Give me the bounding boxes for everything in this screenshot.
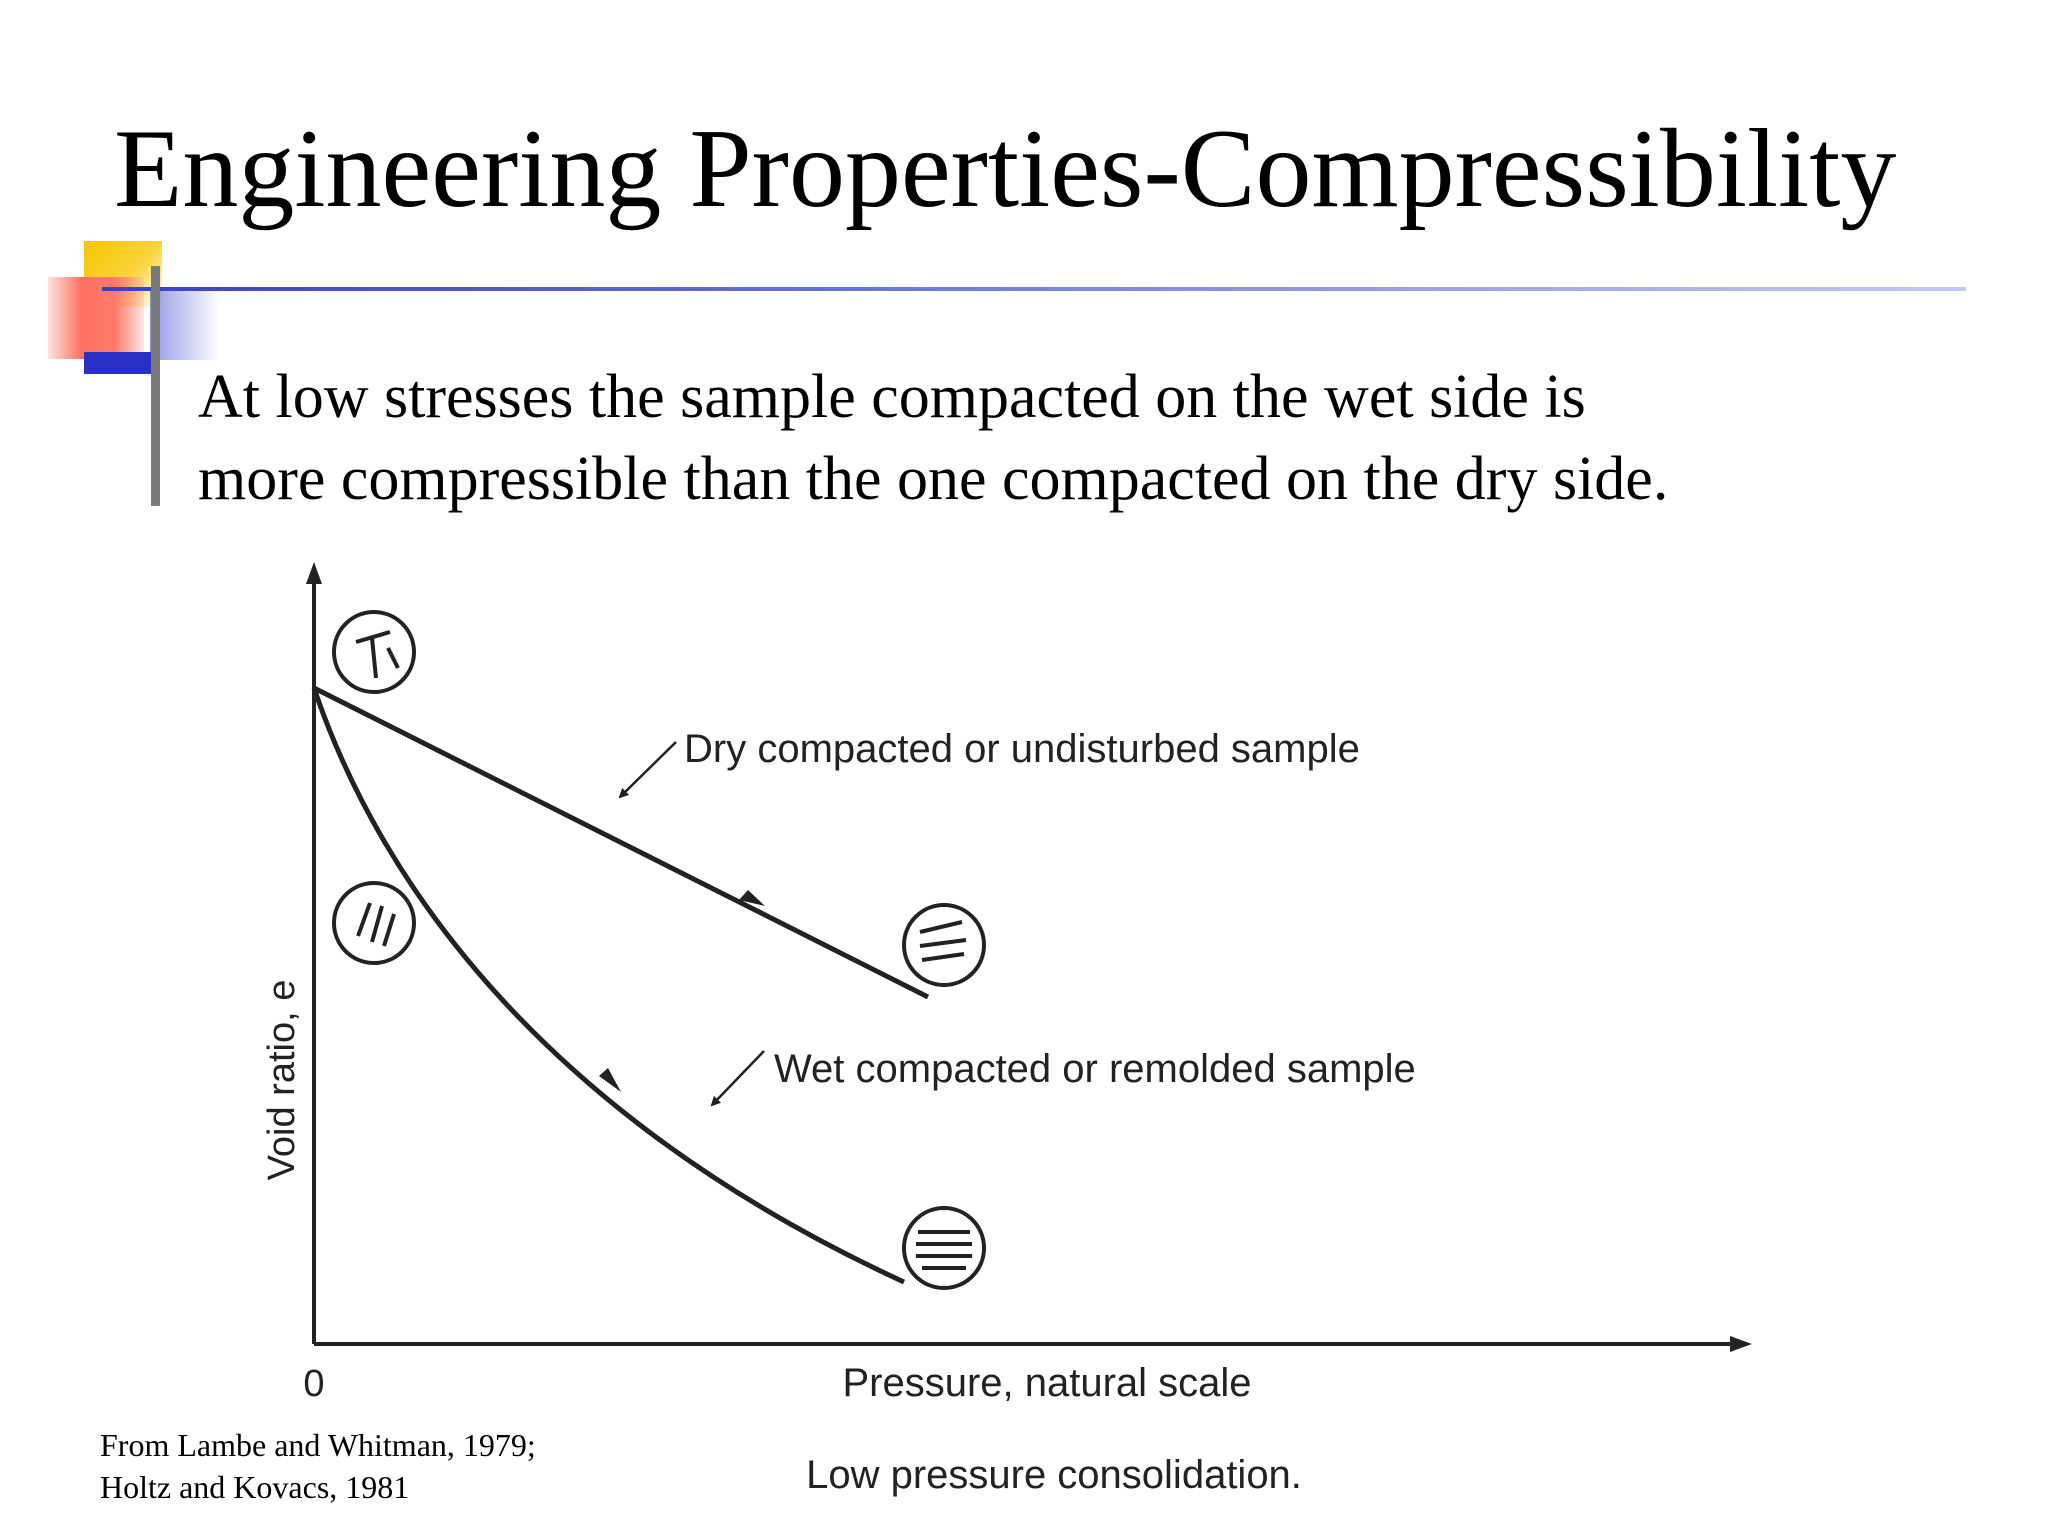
body-line-1: At low stresses the sample compacted on the wet side is bbox=[198, 363, 1586, 431]
decor-vertical-bar bbox=[151, 266, 160, 506]
body-line-2: more compressible than the one compacted on the dry side. bbox=[198, 445, 1669, 513]
dispersed-structure-icon bbox=[334, 883, 414, 963]
wet-curve-label: Wet compacted or remolded sample bbox=[774, 1047, 1416, 1091]
source-citation bbox=[100, 1424, 536, 1508]
decor-blue-glow bbox=[150, 290, 220, 360]
origin-label: 0 bbox=[303, 1363, 325, 1405]
decor-blue-bar bbox=[84, 352, 158, 374]
source-line-2: Holtz and Kovacs, 1981 bbox=[100, 1469, 410, 1505]
figure-caption: Low pressure consolidation. bbox=[806, 1453, 1302, 1497]
flocculated-structure-icon bbox=[334, 612, 414, 692]
consolidation-figure bbox=[222, 560, 1782, 1536]
parallel-structure-icon bbox=[904, 1208, 984, 1288]
wet-leader-line bbox=[712, 1051, 764, 1105]
consolidation-diagram bbox=[222, 560, 1782, 1536]
x-axis-arrow bbox=[1730, 1336, 1752, 1352]
slide-title: Engineering Properties-Compressibility bbox=[114, 107, 1897, 231]
dry-curve-label: Dry compacted or undisturbed sample bbox=[684, 727, 1360, 771]
source-line-1: From Lambe and Whitman, 1979; bbox=[100, 1427, 536, 1463]
dry-leader-line bbox=[620, 742, 676, 797]
title-underline bbox=[102, 287, 1966, 291]
slide-body bbox=[198, 356, 1998, 520]
y-axis-arrow bbox=[306, 562, 322, 584]
partially-oriented-structure-icon bbox=[904, 905, 984, 985]
wet-curve-direction-arrow bbox=[599, 1068, 621, 1092]
x-axis-label: Pressure, natural scale bbox=[842, 1361, 1252, 1405]
wet-curve bbox=[314, 688, 904, 1282]
y-axis-label: Void ratio, e bbox=[261, 979, 303, 1181]
